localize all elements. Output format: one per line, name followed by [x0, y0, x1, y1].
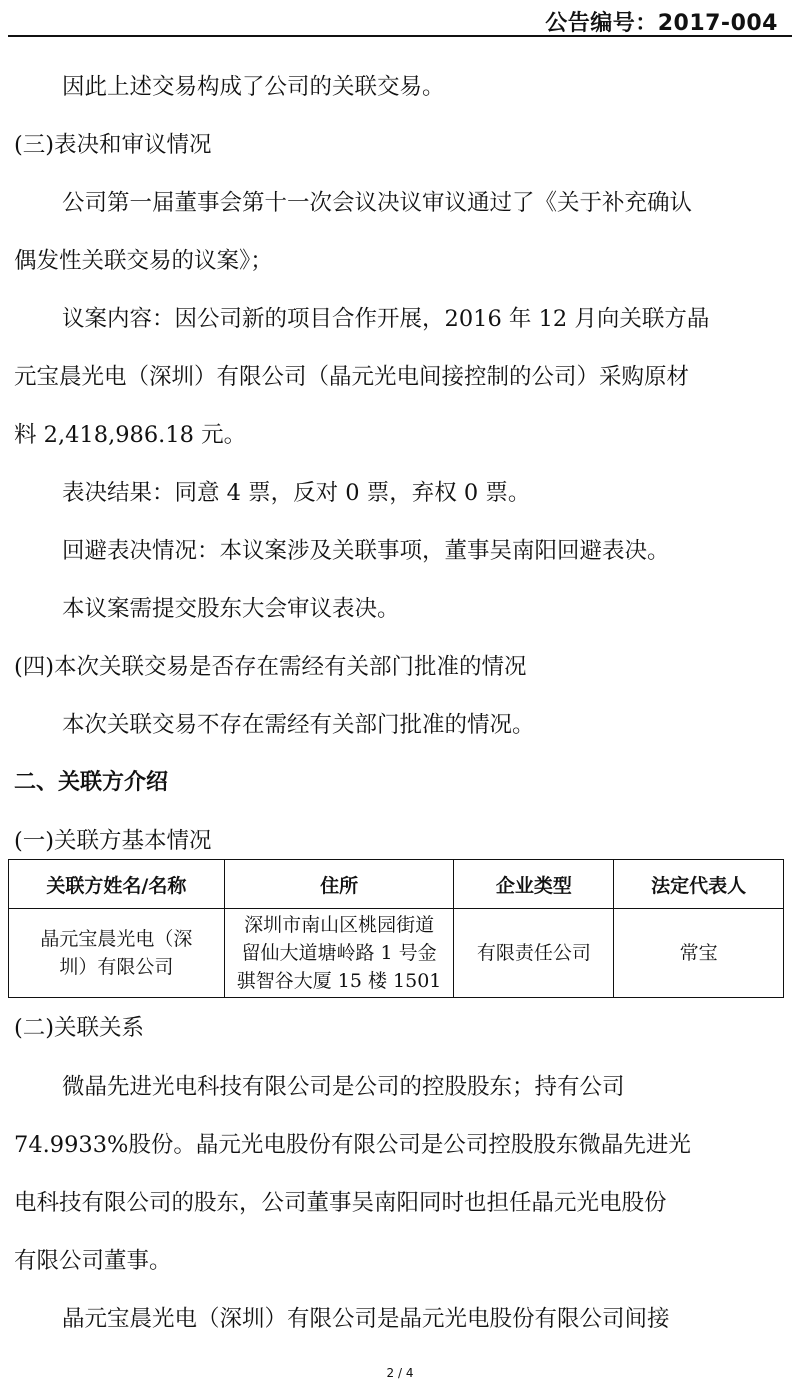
paragraph-line: 议案内容：因公司新的项目合作开展，2016 年 12 月向关联方晶 [62, 306, 710, 332]
table-row [9, 909, 784, 998]
paragraph-line: 74.9933%股份。晶元光电股份有限公司是公司控股股东微晶先进光 [14, 1132, 691, 1158]
company-type-cell: 有限责任公司 [454, 909, 614, 998]
paragraph-line: 电科技有限公司的股东，公司董事吴南阳同时也担任晶元光电股份 [14, 1190, 667, 1216]
party-name-line: 晶元宝晨光电（深 [40, 928, 193, 950]
table-header-cell: 住所 [224, 860, 454, 909]
header-divider [8, 35, 792, 37]
paragraph-line: 晶元宝晨光电（深圳）有限公司是晶元光电股份有限公司间接 [62, 1306, 670, 1332]
paragraph-line: 有限公司董事。 [14, 1248, 172, 1274]
paragraph-line: 本次关联交易不存在需经有关部门批准的情况。 [62, 712, 535, 738]
section-heading-voting: (三)表决和审议情况 [14, 132, 212, 158]
section-heading-approval: (四)本次关联交易是否存在需经有关部门批准的情况 [14, 654, 527, 680]
party-name-line: 圳）有限公司 [59, 956, 174, 978]
paragraph-line: 元宝晨光电（深圳）有限公司（晶元光电间接控制的公司）采购原材 [14, 364, 690, 390]
address-line: 深圳市南山区桃园街道 [244, 914, 435, 936]
paragraph-line: 本议案需提交股东大会审议表决。 [62, 596, 400, 622]
paragraph-line: 公司第一届董事会第十一次会议决议审议通过了《关于补充确认 [62, 190, 693, 216]
recusal-line: 回避表决情况：本议案涉及关联事项，董事吴南阳回避表决。 [62, 538, 670, 564]
subsection-heading-relationship: (二)关联关系 [14, 1015, 145, 1041]
table-header-cell: 企业类型 [454, 860, 614, 909]
address-line: 留仙大道塘岭路 1 号金 [241, 942, 437, 964]
paragraph-line: 偶发性关联交易的议案》； [14, 248, 273, 274]
party-name-cell [9, 909, 225, 998]
paragraph-line: 因此上述交易构成了公司的关联交易。 [62, 74, 445, 100]
paragraph-line: 微晶先进光电科技有限公司是公司的控股股东；持有公司 [62, 1074, 625, 1100]
address-line: 骐智谷大厦 15 楼 1501 [236, 970, 442, 992]
legal-rep-cell: 常宝 [614, 909, 784, 998]
vote-result-line: 表决结果：同意 4 票，反对 0 票，弃权 0 票。 [62, 480, 531, 506]
page-number: 2 / 4 [386, 1366, 414, 1380]
table-header-row [9, 860, 784, 909]
subsection-heading-basic-info: (一)关联方基本情况 [14, 828, 212, 854]
paragraph-line: 料 2,418,986.18 元。 [14, 422, 247, 448]
table-header-cell: 关联方姓名/名称 [9, 860, 225, 909]
announcement-code: 公告编号：2017-004 [545, 11, 778, 36]
related-party-table [8, 859, 784, 998]
page-header [0, 0, 800, 38]
table-header-cell: 法定代表人 [614, 860, 784, 909]
address-cell [224, 909, 454, 998]
section-heading-related-party: 二、关联方介绍 [14, 770, 169, 795]
